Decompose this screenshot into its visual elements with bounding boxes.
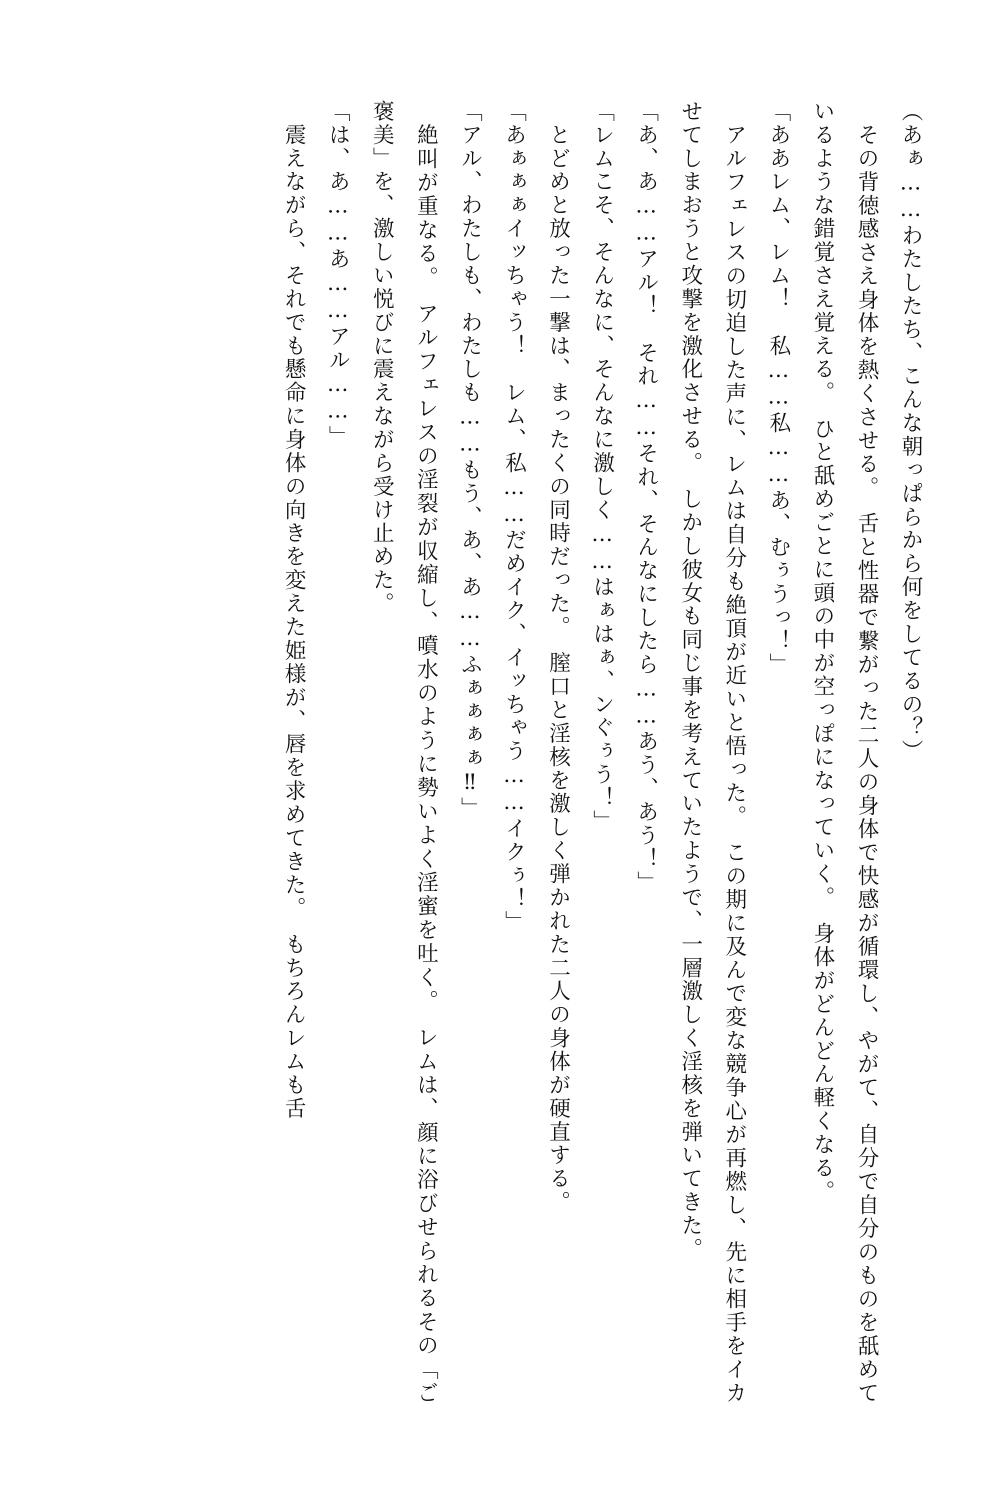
vertical-text-body: [60, 100, 932, 1405]
paragraph: 絶叫が重なる。 アルフェレスの淫裂が収縮し、噴水のように勢いよく淫蜜を吐く。 レムは、顔に浴びせられるその「ご褒美」を、激しい悦びに震えながら受け止めた。: [369, 100, 439, 1405]
paragraph: 「レムこそ、そんなに、そんなに激しく……はぁはぁ、ンぐぅう！」: [589, 100, 615, 834]
paragraph: 「アル、わたしも、わたしも……もう、あ、あ……ふぁぁぁぁ‼」: [457, 100, 483, 821]
paragraph: 「あ、あ……アル！ それ……それ、そんなにしたら……あう、あう！」: [633, 100, 659, 895]
paragraph: 「ああレム、レム！ 私……私……あ、むぅうっ！」: [765, 100, 791, 677]
paragraph: 震えながら、それでも懸命に身体の向きを変えた姫様が、唇を求めてきた。 もちろんレムも舌: [281, 100, 307, 1121]
paragraph: （あぁ……わたしたち、こんな朝っぱらから何をしてるの？）: [898, 100, 923, 764]
paragraph: 「は、あ……あ……アル……」: [325, 100, 351, 450]
paragraph: 「あぁぁぁイッちゃう！ レム、私……だめイク、イッちゃう……イクぅ！」: [501, 100, 527, 935]
paragraph: その背徳感さえ身体を熱くさせる。 舌と性器で繋がった二人の身体で快感が循環し、やがて、自分で自分のものを舐めているような錯覚さえ覚える。 ひと舐めごとに頭の中が空っぽになっていく。 身体がどんどん軽くなる。: [809, 100, 879, 1405]
paragraph: アルフェレスの切迫した声に、レムは自分も絶頂が近いと悟った。 この期に及んで変な競争心が再燃し、先に相手をイカせてしまおうと攻撃を激化させる。 しかし彼女も同じ事を考えていたようで、一層激しく淫核を弾いてきた。: [677, 100, 747, 1405]
paragraph: とどめと放った一撃は、まったくの同時だった。 膣口と淫核を激しく弾かれた二人の身体が硬直する。: [545, 100, 571, 1215]
